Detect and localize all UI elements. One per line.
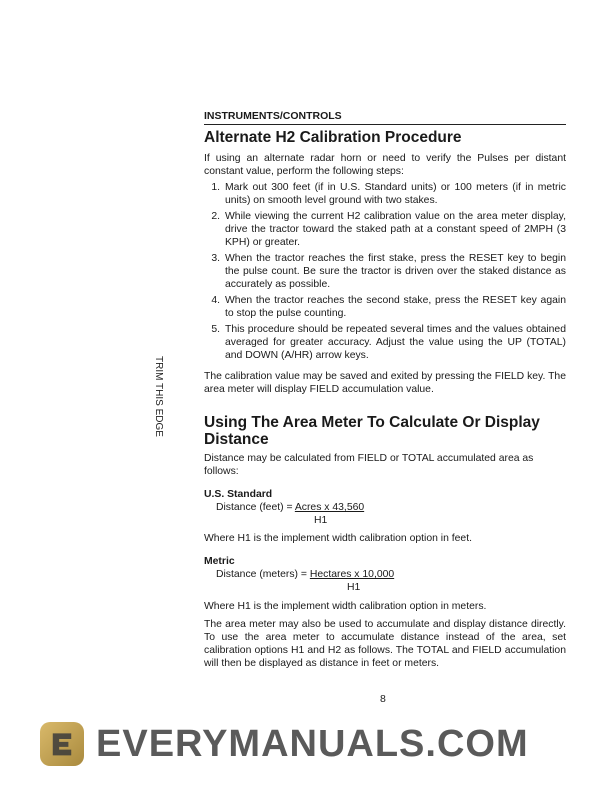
us-formula-denominator: H1	[314, 515, 328, 526]
step-text: When the tractor reaches the second stake, press the RESET key again to stop the pulse counting.	[225, 295, 566, 319]
metric-note: Where H1 is the implement width calibration option in meters.	[204, 601, 487, 612]
step-text: While viewing the current H2 calibration value on the area meter display, drive the tractor toward the staked path at a constant speed of 2MPH (3 KPH) or greater.	[225, 211, 566, 248]
formula-lhs: Distance (meters) =	[216, 569, 310, 580]
step-text: This procedure should be repeated several times and the values obtained averaged for greater accuracy. Adjust the value using the UP (TOTAL) and DOWN (A/HR) arrow keys.	[225, 324, 566, 361]
save-note: The calibration value may be saved and exited by pressing the FIELD key. The area meter will display FIELD accumulation value.	[204, 371, 566, 395]
step-number: 2.	[211, 211, 220, 222]
step-number: 3.	[211, 253, 220, 264]
metric-formula	[204, 568, 566, 581]
metric-formula-denominator: H1	[347, 582, 361, 593]
step-item	[204, 294, 566, 320]
formula-lhs: Distance (feet) =	[216, 502, 295, 513]
us-standard-label: U.S. Standard	[204, 489, 273, 500]
step-text: When the tractor reaches the first stake, press the RESET key to begin the pulse count. Be sure the tractor is driven over the staked distance as accurately as possible.	[225, 253, 566, 290]
intro-paragraph: If using an alternate radar horn or need to verify the Pulses per distant constant value, perform the following steps:	[204, 153, 566, 177]
steps-list	[204, 181, 566, 362]
step-item	[204, 181, 566, 207]
metric-label: Metric	[204, 556, 235, 567]
step-item	[204, 210, 566, 249]
formula-numerator: Acres x 43,560	[294, 502, 365, 513]
closing-paragraph: The area meter may also be used to accumulate and display distance directly. To use the area meter to accumulate distance instead of the area, set calibration options H1 and H2 as follows. The TOTAL and FIELD accumulation will then be displayed as distance in feet or meters.	[204, 619, 566, 669]
page-content	[204, 110, 566, 670]
section-header: INSTRUMENTS/CONTROLS	[204, 110, 566, 125]
page-title: Alternate H2 Calibration Procedure	[204, 129, 462, 146]
us-formula	[204, 501, 566, 514]
step-item	[204, 252, 566, 291]
watermark-logo-icon	[40, 722, 84, 766]
formula-numerator: Hectares x 10,000	[309, 569, 395, 580]
trim-edge-label: TRIM THIS EDGE	[153, 356, 164, 437]
watermark-text: EVERYMANUALS.COM	[96, 723, 529, 765]
step-item	[204, 323, 566, 362]
page-number: 8	[380, 693, 386, 705]
step-number: 4.	[211, 295, 220, 306]
step-number: 1.	[211, 182, 220, 193]
us-note: Where H1 is the implement width calibration option in feet.	[204, 533, 472, 544]
step-number: 5.	[211, 324, 220, 335]
distance-intro: Distance may be calculated from FIELD or TOTAL accumulated area as follows:	[204, 453, 534, 477]
watermark	[40, 722, 529, 766]
step-text: Mark out 300 feet (if in U.S. Standard units) or 100 meters (if in metric units) on smooth level ground with two stakes.	[225, 182, 566, 206]
section-heading-distance: Using The Area Meter To Calculate Or Display Distance	[204, 414, 540, 448]
